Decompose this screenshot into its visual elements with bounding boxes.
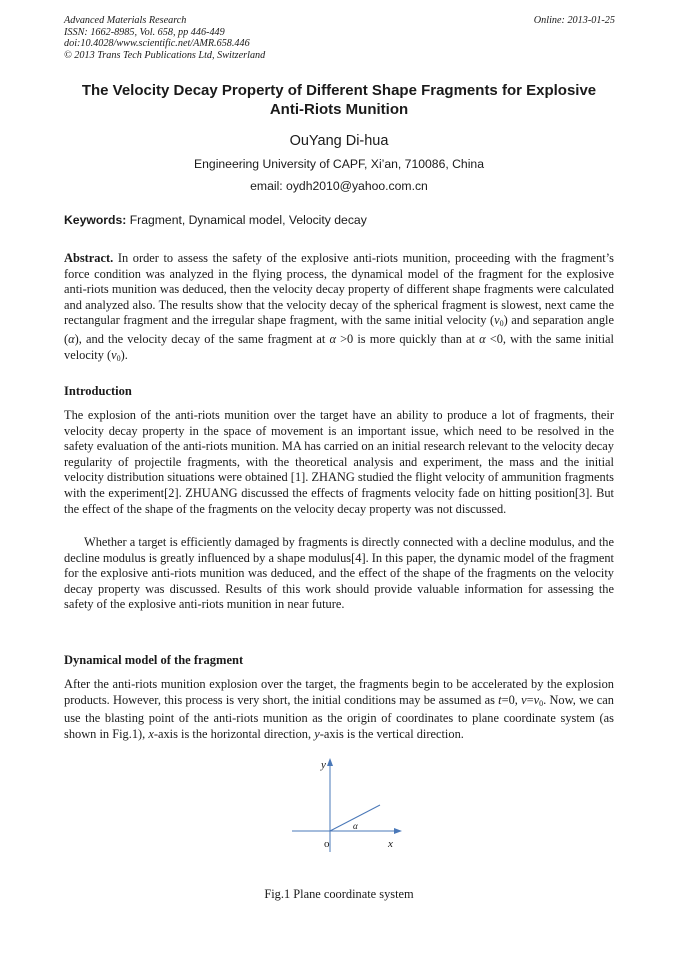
journal-name: Advanced Materials Research (64, 15, 187, 26)
keywords (64, 213, 367, 227)
y-axis-arrow (327, 758, 333, 766)
copyright: © 2013 Trans Tech Publications Ltd, Switzerland (64, 49, 266, 61)
title-line-1: The Velocity Decay Property of Different Shape Fragments for Explosive (81, 82, 597, 99)
intro-heading: Introduction (64, 384, 132, 398)
coordinate-system-figure (282, 756, 402, 854)
y-axis-label: y (321, 759, 326, 771)
dynamical-model-heading: Dynamical model of the fragment (64, 653, 244, 667)
issn: ISSN: 1662-8985, Vol. 658, pp 446-449 (64, 26, 225, 38)
x-axis-label: x (388, 838, 393, 850)
keywords-text: Fragment, Dynamical model, Velocity decay (129, 213, 367, 227)
abstract-label: Abstract. (64, 251, 114, 265)
author: OuYang Di-hua (289, 133, 389, 149)
paper-title (40, 81, 638, 119)
title-line-2: Anti-Riots Munition (269, 101, 409, 118)
x-axis-arrow (394, 828, 402, 834)
online-date: Online: 2013-01-25 (533, 15, 615, 26)
journal-header (64, 15, 265, 61)
intro-paragraph-2: Whether a target is efficiently damaged by fragments is directly connected with a decline modulus, and the decline modulus is greatly influenced by a shape modulus[4]. In this paper, the dynamic model of the fragment for the explosive anti-riots munition was deduced, and the effect of the shape of the fragments on the velocity decay property was discussed. Results of this work should provide valuable information for assessing the safety of the explosive anti-riots munition in near future. (64, 535, 614, 612)
dynamical-model-paragraph: After the anti-riots munition explosion over the target, the fragments begin to be accelerated by the explosion products. However, this process is very short, the initial conditions may be assumed as t=0, $v=v_0$. Now, we can use the blasting point of the anti-riots munition as the origin of coordinates to plane coordinate system (as shown in Fig.1), x-axis is the horizontal direction, y-axis is the vertical direction. (64, 677, 614, 741)
keywords-label: Keywords: (64, 213, 127, 227)
affiliation: Engineering University of CAPF, Xi’an, 710086, China (194, 157, 484, 171)
doi: doi:10.4028/www.scientific.net/AMR.658.446 (64, 38, 250, 50)
origin-label: o (324, 838, 330, 850)
figure-caption: Fig.1 Plane coordinate system (264, 887, 414, 901)
angle-alpha-label: α (353, 821, 358, 831)
email: email: oydh2010@yahoo.com.cn (250, 179, 428, 193)
abstract: Abstract. In order to assess the safety of the explosive anti-riots munition, proceeding with the fragment’s force condition was analyzed in the flying process, the dynamical model of the fragment for the explosive anti-riots munition was deduced, then the velocity decay property of different shape fragments were calculated and analyzed also. The results show that the velocity decay of the spherical fragment is slowest, next came the rectangular fragment and the irregular shape fragment, with the same initial velocity $(v_0)$ and separation angle (α), and the velocity decay of the same fragment at α >0 is more quickly than at α <0, with the same initial velocity $(v_0)$. (64, 251, 614, 363)
intro-paragraph-1: The explosion of the anti-riots munition over the target have an ability to produce a lot of fragments, their velocity decay property in the space of movement is an important issue, which need to be resolved in the safety evaluation of the anti-riots munition. MA has carried on an initial research relevant to the velocity decay regularity of projectile fragments, with the theoretical analysis and experiment, the mass and the initial velocity distribution situations were obtained [1]. ZHANG studied the flight velocity of ammunition fragments with the experiment[2]. ZHUANG discussed the effects of fragments velocity fade on hitting position[3]. But the effect of the shape of the fragments on the velocity decay property was not discussed. (64, 408, 614, 516)
